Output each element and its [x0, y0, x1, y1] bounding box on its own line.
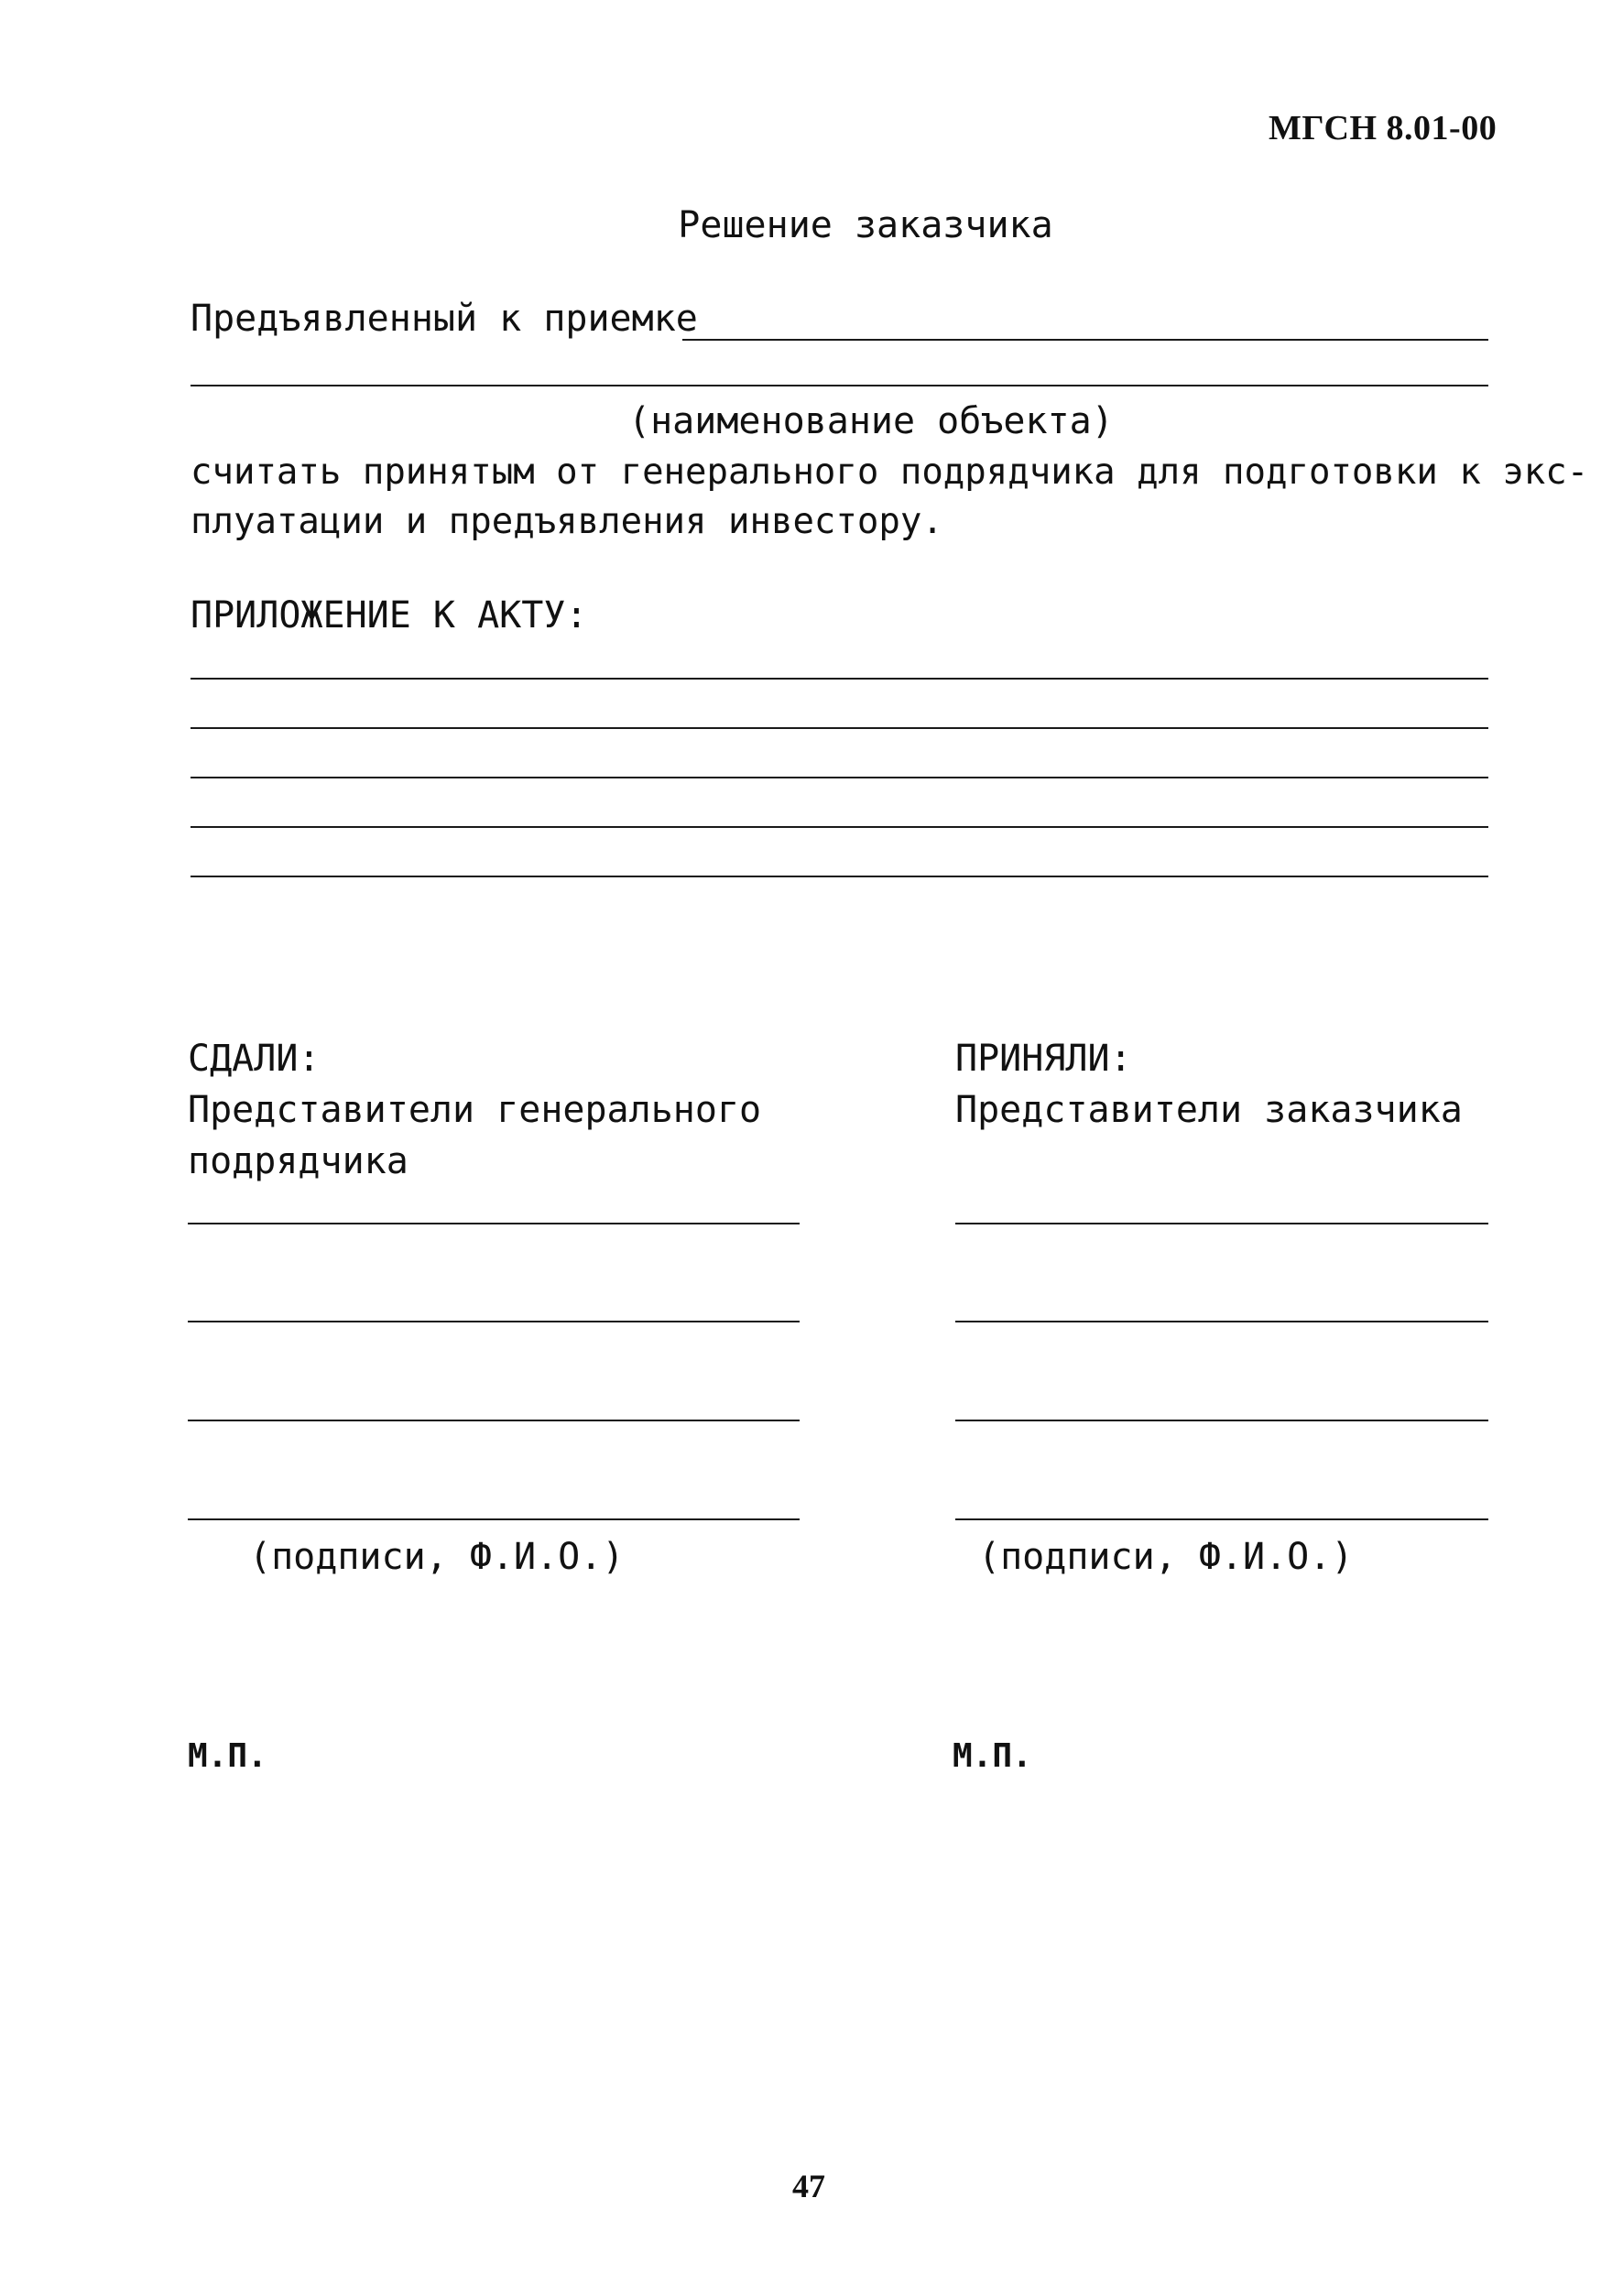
accepted-signature-line-1 [955, 1223, 1488, 1224]
presented-label: Предъявленный к приемке [191, 298, 698, 340]
decision-text-line-2: плуатации и предъявления инвестору. [191, 501, 943, 542]
page-title: Решение заказчика [678, 204, 1053, 246]
object-name-caption: (наименование объекта) [628, 400, 1114, 442]
appendix-line-4 [191, 826, 1488, 828]
handed-over-seal: М.П. [188, 1737, 267, 1775]
accepted-seal: М.П. [953, 1737, 1032, 1775]
accepted-signature-line-2 [955, 1321, 1488, 1322]
handed-over-signature-line-2 [188, 1321, 800, 1322]
accepted-title: ПРИНЯЛИ: [955, 1038, 1132, 1080]
object-name-field-line-1 [682, 339, 1488, 341]
appendix-line-3 [191, 777, 1488, 778]
accepted-subtitle-line-1: Представители заказчика [955, 1089, 1463, 1131]
accepted-signature-line-4 [955, 1518, 1488, 1520]
handed-over-subtitle-line-1: Представители генерального [188, 1089, 762, 1131]
accepted-signature-caption: (подписи, Ф.И.О.) [978, 1536, 1354, 1578]
handed-over-subtitle-line-2: подрядчика [188, 1140, 408, 1182]
object-name-field-line-2 [191, 385, 1488, 386]
handed-over-signature-line-4 [188, 1518, 800, 1520]
document-code: МГСН 8.01-00 [1269, 109, 1498, 147]
handed-over-title: СДАЛИ: [188, 1038, 321, 1080]
page-number: 47 [792, 2168, 825, 2204]
handed-over-signature-line-1 [188, 1223, 800, 1224]
appendix-line-1 [191, 678, 1488, 680]
appendix-label: ПРИЛОЖЕНИЕ К АКТУ: [191, 594, 588, 637]
decision-text-line-1: считать принятым от генерального подрядчика для подготовки к экс- [191, 452, 1589, 493]
accepted-signature-line-3 [955, 1420, 1488, 1421]
appendix-line-5 [191, 876, 1488, 877]
handed-over-signature-line-3 [188, 1420, 800, 1421]
handed-over-signature-caption: (подписи, Ф.И.О.) [249, 1536, 625, 1578]
appendix-line-2 [191, 727, 1488, 729]
